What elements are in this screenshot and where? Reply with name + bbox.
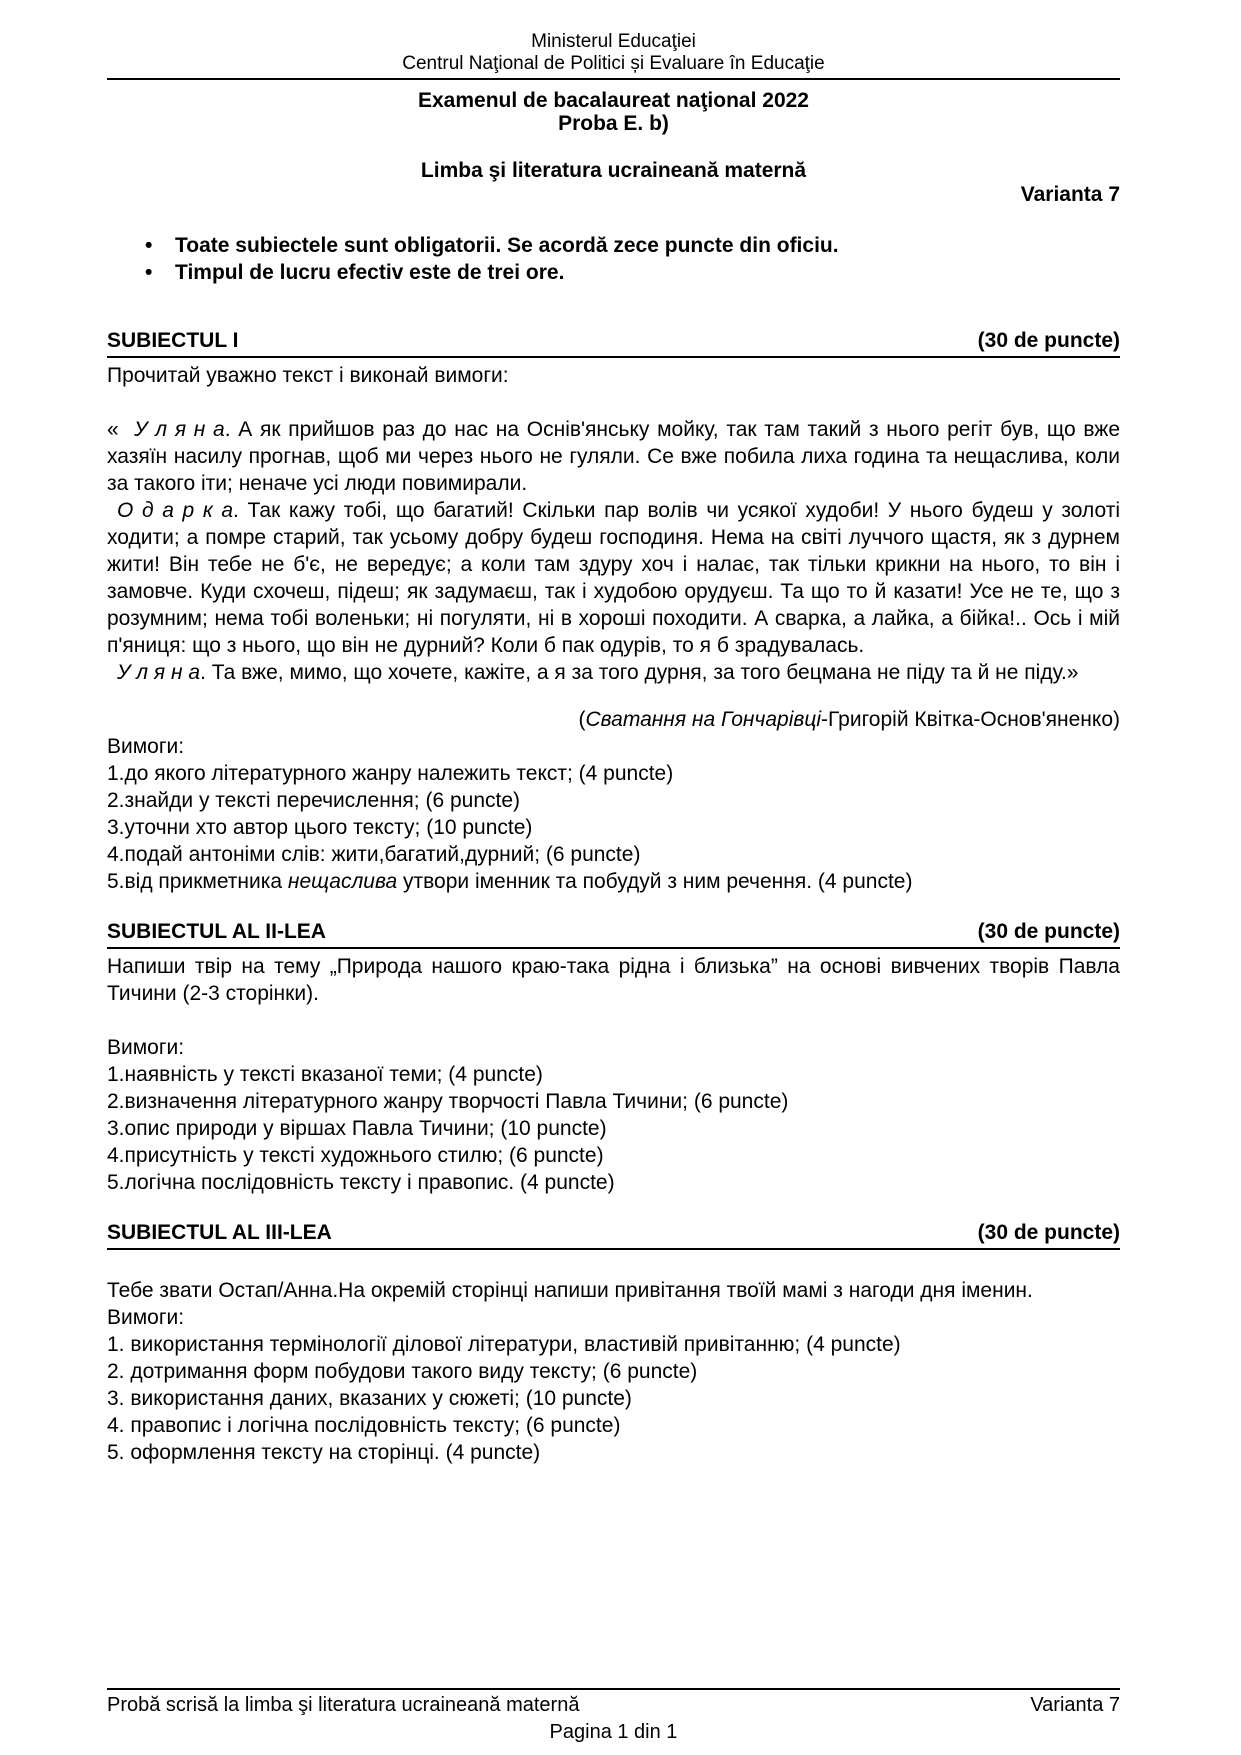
- section-subiectul-1: [107, 330, 1120, 895]
- note-item: [107, 232, 1120, 259]
- footer-row: [107, 1693, 1120, 1717]
- requirements-list: [107, 1061, 1120, 1196]
- section-intro: Тебе звати Остап/Анна.На окремій сторінці напиши привітання твоїй мамі з нагоди дня іменин.: [107, 1279, 1033, 1302]
- exam-title: Examenul de bacalaureat naţional 2022: [417, 89, 809, 112]
- section-heading: SUBIECTUL I: [107, 329, 239, 352]
- note-text: Timpul de lucru efectiv este de trei ore.: [175, 261, 565, 284]
- footer-page-number: Pagina 1 din 1: [549, 1721, 678, 1743]
- requirement-item: 4. правопис і логічна послідовність тексту; (6 puncte): [107, 1414, 621, 1437]
- note-text: Toate subiectele sunt obligatorii. Se acordă zece puncte din oficiu.: [175, 234, 839, 257]
- subject-title: Limba şi literatura ucraineană maternă: [420, 159, 807, 182]
- page-footer: [107, 1688, 1120, 1744]
- requirement-item: 1. використання термінології ділової літератури, властивій привітанню; (4 puncte): [107, 1333, 901, 1356]
- requirement-item: 5. оформлення тексту на сторінці. (4 puncte): [107, 1441, 541, 1464]
- requirements-label: Вимоги:: [107, 1306, 185, 1329]
- quote-paragraph: У л я н а. Та вже, мимо, що хочете, кажіте, а я за того дурня, за того бецмана не піду та й не піду.»: [117, 661, 1079, 684]
- requirement-item: 2. дотримання форм побудови такого виду тексту; (6 puncte): [107, 1360, 698, 1383]
- variant-label: Varianta 7: [1020, 183, 1120, 206]
- requirement-item: 5.від прикметника нещаслива утвори іменник та побудуй з ним речення. (4 puncte): [107, 870, 913, 893]
- section-intro: Прочитай уважно текст і виконай вимоги:: [107, 364, 509, 387]
- section-subiectul-3: [107, 1222, 1120, 1466]
- requirements-list: [107, 760, 1120, 895]
- spacer: [107, 1250, 1120, 1277]
- spacer: [107, 1007, 1120, 1034]
- section-heading-row: [107, 330, 1120, 358]
- requirement-item: 3.уточни хто автор цього тексту; (10 puncte): [107, 816, 533, 839]
- note-item: [107, 259, 1120, 286]
- footer-subject: Probă scrisă la limba şi literatura ucraineană maternă: [107, 1694, 580, 1716]
- requirement-item: 3. використання даних, вказаних у сюжеті; (10 puncte): [107, 1387, 632, 1410]
- requirement-item: 2.знайди у тексті перечислення; (6 puncte): [107, 789, 521, 812]
- section-heading-row: [107, 1222, 1120, 1250]
- section-heading-row: [107, 921, 1120, 949]
- center-name: Centrul Naţional de Politici și Evaluare în Educaţie: [402, 53, 825, 74]
- footer-variant: Varianta 7: [1030, 1694, 1120, 1716]
- section-heading: SUBIECTUL AL III-LEA: [107, 1221, 332, 1244]
- requirements-label: Вимоги:: [107, 735, 185, 758]
- section-points: (30 de puncte): [977, 1221, 1120, 1244]
- section-points: (30 de puncte): [977, 329, 1120, 352]
- requirements-label: Вимоги:: [107, 1036, 185, 1059]
- requirement-item: 4.присутність у тексті художнього стилю; (6 puncte): [107, 1144, 604, 1167]
- section-heading: SUBIECTUL AL II-LEA: [107, 920, 326, 943]
- ministry-name: Ministerul Educaţiei: [531, 31, 696, 52]
- proba-title: Proba E. b): [558, 112, 669, 135]
- literary-quote: [107, 416, 1120, 686]
- general-notes: [107, 232, 1120, 286]
- section-points: (30 de puncte): [977, 920, 1120, 943]
- bullet-icon: •: [145, 234, 153, 257]
- requirement-item: 3.опис природи у віршах Павла Тичини; (10 puncte): [107, 1117, 607, 1140]
- document-header: [107, 31, 1120, 80]
- section-intro: Напиши твір на тему „Природа нашого краю-така рідна і близька” на основі вивчених творів Павла Тичини (2-3 сторінки).: [107, 955, 1120, 1005]
- bullet-icon: •: [145, 261, 153, 284]
- requirement-item: 4.подай антоніми слів: жити,багатий,дурний; (6 puncte): [107, 843, 641, 866]
- requirements-list: [107, 1331, 1120, 1466]
- quote-attribution: (Сватання на Гончарівці-Григорій Квітка-Основ'яненко): [578, 708, 1120, 731]
- requirement-item: 2.визначення літературного жанру творчості Павла Тичини; (6 puncte): [107, 1090, 789, 1113]
- section-subiectul-2: [107, 921, 1120, 1196]
- requirement-item: 1.до якого літературного жанру належить текст; (4 puncte): [107, 762, 674, 785]
- requirement-item: 1.наявність у тексті вказаної теми; (4 puncte): [107, 1063, 543, 1086]
- title-block: [107, 89, 1120, 206]
- quote-paragraph: « У л я н а. А як прийшов раз до нас на Оснів'янську мойку, так там такий з нього регіт був, що вже хазяїн насилу прогнав, щоб ми через нього не гуляли. Се вже побила лиха година та нещаслива, коли за такого іти; неначе усі люди повимирали.: [107, 418, 1120, 495]
- requirement-item: 5.логічна послідовність тексту і правопис. (4 puncte): [107, 1171, 615, 1194]
- quote-paragraph: О д а р к а. Так кажу тобі, що багатий! Скільки пар волів чи усякої худоби! У нього будеш у золоті ходити; а помре старий, так усьому добру будеш господиня. Нема на світі луччого щастя, як з дурнем жити! Він тебе не б'є, не вередує; а коли там здуру хоч і налає, так тільки крикни на нього, то він і замовче. Куди схочеш, підеш; як задумаєш, так і худобою орудуєш. Та що то й казати! Усе не те, що з розумним; нема тобі воленьки; ні погуляти, ні в хороші походити. А сварка, а лайка, а бійка!.. Ось і мій п'яниця: що з нього, що він не дурний? Коли б пак одурів, то я б зрадувалась.: [107, 499, 1120, 657]
